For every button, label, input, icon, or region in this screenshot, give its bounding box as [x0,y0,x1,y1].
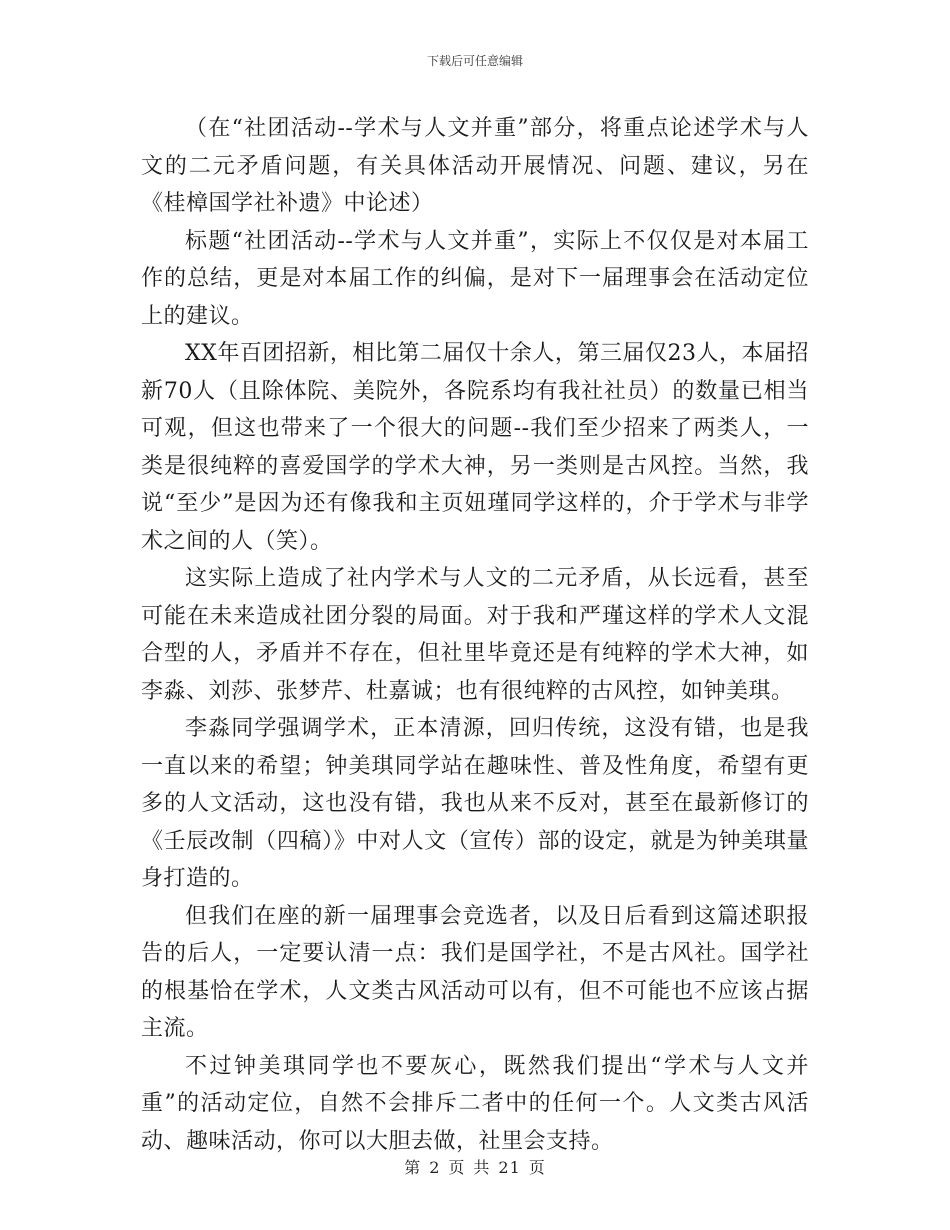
paragraph: （在“社团活动--学术与人文并重”部分，将重点论述学术与人文的二元矛盾问题，有关具体活动开展情况、问题、建议，另在《桂樟国学社补遗》中论述） [141,116,809,216]
page-header: 下载后可任意编辑 [426,54,523,68]
paragraph: 李淼同学强调学术，正本清源，回归传统，这没有错，也是我一直以来的希望；钟美琪同学站在趣味性、普及性角度，希望有更多的人文活动，这也没有错，我也从来不反对，甚至在最新修订的《壬辰改制（四稿）》中对人文（宣传）部的设定，就是为钟美琪量身打造的。 [141,716,809,891]
paragraph: 这实际上造成了社内学术与人文的二元矛盾，从长远看，甚至可能在未来造成社团分裂的局面。对于我和严瑾这样的学术人文混合型的人，矛盾并不存在，但社里毕竟还是有纯粹的学术大神，如李淼、刘莎、张梦芹、杜嘉诚；也有很纯粹的古风控，如钟美琪。 [141,566,809,704]
total-label: 共 [473,1158,491,1177]
page-number: 2 [429,1158,441,1177]
page-unit: 页 [448,1158,466,1177]
document-body [141,110,809,1160]
total-pages: 21 [498,1158,521,1177]
paragraph: 不过钟美琪同学也不要灰心，既然我们提出“学术与人文并重”的活动定位，自然不会排斥二者中的任何一个。人文类古风活动、趣味活动，你可以大胆去做，社里会支持。 [141,1053,809,1154]
paragraph: 但我们在座的新一届理事会竞选者，以及日后看到这篇述职报告的后人，一定要认清一点：我们是国学社，不是古风社。国学社的根基恰在学术，人文类古风活动可以有，但不可能也不应该占据主流。 [141,903,809,1041]
total-unit: 页 [528,1158,546,1177]
paragraph: 标题“社团活动--学术与人文并重”，实际上不仅仅是对本届工作的总结，更是对本届工作的纠偏，是对下一届理事会在活动定位上的建议。 [141,228,809,329]
page-label: 第 [404,1158,422,1177]
paragraph: XX年百团招新，相比第二届仅十余人，第三届仅23人，本届招新70人（且除体院、美院外，各院系均有我社社员）的数量已相当可观，但这也带来了一个很大的问题--我们至少招来了两类人，一类是很纯粹的喜爱国学的学术大神，另一类则是古风控。当然，我说“至少”是因为还有像我和主页妞瑾同学这样的，介于学术与非学术之间的人（笑）。 [141,341,809,554]
page-footer [0,1155,950,1178]
